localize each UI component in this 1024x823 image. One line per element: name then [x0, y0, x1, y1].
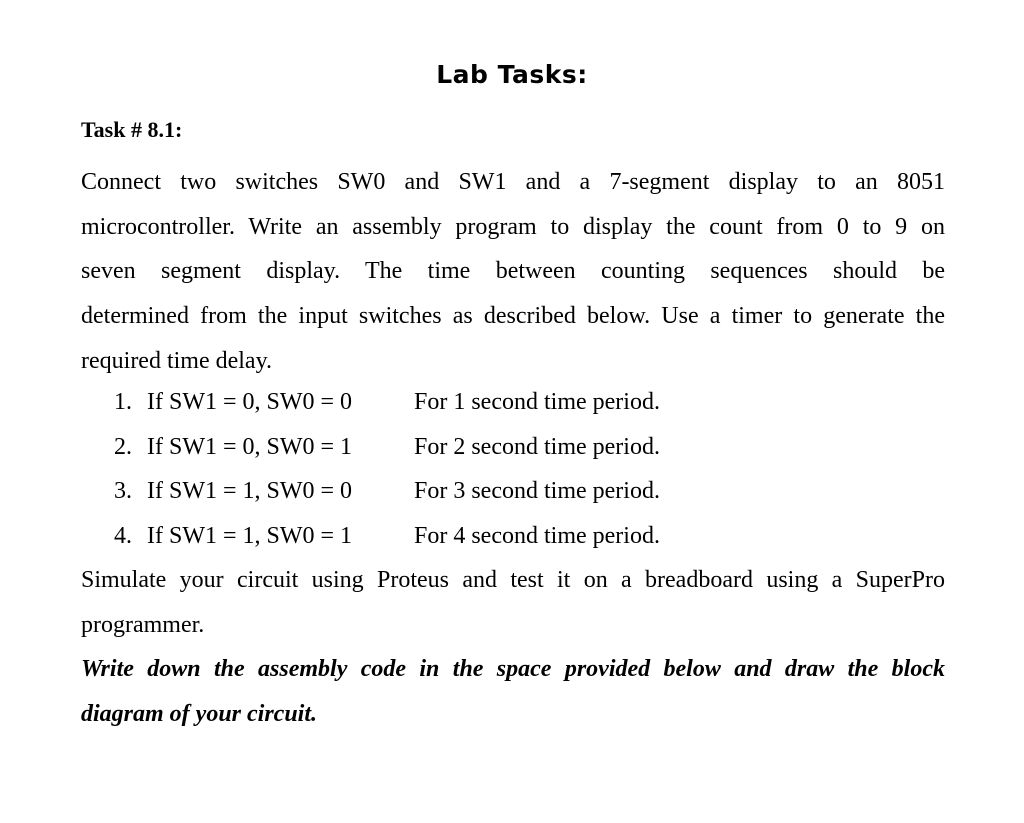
description-line: microcontroller. Write an assembly program to display the count from 0 to 9 on: [81, 213, 945, 240]
time-period: For 2 second time period.: [414, 433, 660, 460]
description-line: seven segment display. The time between counting sequences should be: [81, 258, 945, 285]
switch-condition: If SW1 = 1, SW0 = 0: [147, 478, 353, 505]
switch-condition: If SW1 = 0, SW0 = 0: [147, 389, 353, 415]
description-line: determined from the input switches as described below. Use a timer to generate the: [81, 303, 945, 330]
simulation-line: Simulate your circuit using Proteus and test it on a breadboard using a SuperPro: [81, 567, 945, 593]
time-period: For 4 second time period.: [414, 523, 660, 550]
condition-list: [114, 380, 914, 559]
list-number: 1.: [114, 389, 132, 415]
task-description: [81, 160, 945, 383]
description-line: required time delay.: [81, 347, 273, 374]
instruction-line: diagram of your circuit.: [81, 700, 318, 727]
list-number: 2.: [114, 433, 132, 460]
simulation-instructions: [81, 558, 945, 647]
list-item: [114, 514, 914, 559]
instruction-line: Write down the assembly code in the space provided below and draw the block: [81, 656, 945, 682]
switch-condition: If SW1 = 0, SW0 = 1: [147, 433, 353, 460]
time-period: For 3 second time period.: [414, 478, 660, 505]
list-number: 3.: [114, 478, 132, 505]
list-item: [114, 380, 914, 425]
description-line: Connect two switches SW0 and SW1 and a 7-segment display to an 8051: [81, 169, 945, 195]
submission-instructions: [81, 647, 945, 736]
simulation-line: programmer.: [81, 611, 205, 638]
time-period: For 1 second time period.: [414, 389, 660, 415]
list-item: [114, 469, 914, 514]
page-title: Lab Tasks:: [436, 60, 588, 89]
switch-condition: If SW1 = 1, SW0 = 1: [147, 523, 353, 550]
list-number: 4.: [114, 523, 132, 550]
task-heading: Task # 8.1:: [81, 117, 183, 142]
list-item: [114, 425, 914, 470]
